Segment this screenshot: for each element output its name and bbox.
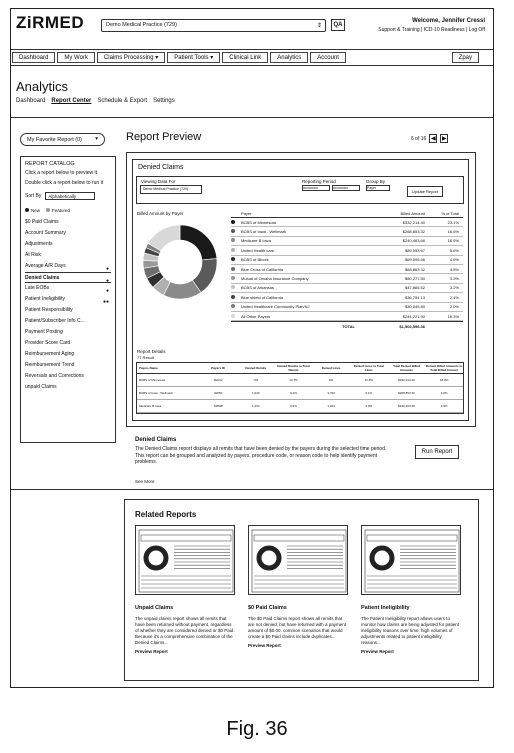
table-cell: 13.7% xyxy=(289,378,298,382)
payer-name: Medicare B Iowa xyxy=(241,238,271,244)
table-cell: 1,204 xyxy=(327,404,335,408)
legend-dot-icon xyxy=(231,295,235,299)
figure-caption: Fig. 36 xyxy=(226,718,288,740)
report-details-label: Report Details xyxy=(137,349,166,354)
subtab-report-center[interactable]: Report Center xyxy=(51,98,92,104)
payer-pct: 4.5% xyxy=(449,266,459,272)
card-title: Unpaid Claims xyxy=(135,605,174,611)
favorite-report-value: My Favorite Report (0) xyxy=(27,137,83,143)
table-cell: 18.8% xyxy=(439,378,449,382)
payer-name: United Healthcare Community Plan/NJ xyxy=(241,304,310,310)
report-details-table xyxy=(136,362,464,414)
payer-row[interactable] xyxy=(231,246,463,255)
thumbnail-graphic xyxy=(249,526,348,595)
welcome-text: Welcome, Jennifer Cressl xyxy=(412,18,485,24)
catalog-item-label: Patient Responsibility xyxy=(25,307,73,313)
header-pct-total: % of Total xyxy=(441,211,459,216)
payer-pct: 16.6% xyxy=(447,229,459,235)
legend-dot-icon xyxy=(231,238,235,242)
card-description: The Patient Ineligibility report allows users to monitor how claims are being adjusted for patient ineligibility reasons over time. high volumes of adjustments related to patient ineligibility reasons... xyxy=(361,616,460,645)
catalog-item[interactable] xyxy=(25,261,111,272)
catalog-hint-preview: Click a report below to preview it xyxy=(25,170,97,176)
catalog-item-label: Reversals and Corrections xyxy=(25,373,84,379)
details-header-cell[interactable]: Denied Remits to Total Remits xyxy=(277,364,310,372)
utility-links[interactable]: Support & Training | ICD-10 Readiness | Log Off xyxy=(378,27,485,33)
nav-my-work[interactable]: My Work xyxy=(57,52,95,63)
table-cell: $332,014.40 xyxy=(398,378,415,382)
card-description: The $0 Paid Claims report shows all remits that are not denied, but have returned with a payment amount of $0.00. common scenarios that would create a $0 Paid claims include duplicates... xyxy=(248,616,347,639)
payer-color-dot xyxy=(231,285,241,290)
legend-dot-icon xyxy=(231,267,235,271)
catalog-item-label: unpaid Claims xyxy=(25,384,57,390)
legend-dot-icon xyxy=(231,248,235,252)
header-billed-amount: Billed Amount xyxy=(400,211,425,216)
details-header-cell[interactable]: Denied Billed Amounts to Total Billed Amount xyxy=(425,364,463,372)
payer-row[interactable] xyxy=(231,256,463,265)
catalog-item[interactable] xyxy=(25,250,111,261)
reporting-period-label: Reporting Period xyxy=(302,179,336,184)
subtab-settings[interactable]: Settings xyxy=(153,98,175,104)
payer-color-dot xyxy=(231,229,241,234)
catalog-item-label: Late EOBs xyxy=(25,285,50,291)
status-dot-icon: ● xyxy=(105,288,109,294)
favorite-report-select[interactable] xyxy=(20,133,105,146)
billed-by-payer-label: Billed Amount by Payer xyxy=(137,211,184,216)
catalog-item[interactable] xyxy=(25,327,111,338)
related-report-card[interactable] xyxy=(361,525,461,654)
legend-dot-icon xyxy=(231,276,235,280)
payer-color-dot xyxy=(231,238,241,243)
details-header-cell[interactable]: Total Denied Billed Amounts xyxy=(393,364,420,372)
subtab-dashboard[interactable]: Dashboard xyxy=(16,98,46,104)
details-header-row xyxy=(137,363,463,374)
catalog-item-label: Account Summary xyxy=(25,230,66,236)
new-dot-icon xyxy=(25,208,29,212)
payer-color-dot xyxy=(231,248,241,253)
group-by-select[interactable]: Payer xyxy=(366,185,390,191)
table-cell: Medicare B Iowa xyxy=(139,404,162,408)
catalog-item-label: Adjustments xyxy=(25,241,53,247)
analytics-subtabs xyxy=(16,98,175,104)
catalog-item[interactable] xyxy=(25,360,111,371)
table-cell: 3.9% xyxy=(365,404,373,408)
total-amount: $1,502,596.36 xyxy=(399,323,425,329)
preview-report-link[interactable]: Preview Report xyxy=(135,649,168,654)
sort-row xyxy=(25,192,111,200)
legend-new-label: New xyxy=(31,208,41,213)
payer-amount: $89,053.67 xyxy=(404,247,425,253)
payer-name: BCBS of Iowa - Wellmark xyxy=(241,229,287,235)
payer-name: United Health care xyxy=(241,247,275,253)
payer-amount: $68,863.32 xyxy=(404,266,425,272)
catalog-item-label: At Risk xyxy=(25,252,41,258)
payer-color-dot xyxy=(231,257,241,262)
table-cell: SkC02 xyxy=(213,378,223,382)
catalog-item[interactable] xyxy=(25,228,111,239)
practice-select-value: Demo Medical Practice (729) xyxy=(106,22,177,28)
status-dot-icon: ● xyxy=(105,278,109,284)
catalog-item-label: Payment Posting xyxy=(25,329,63,335)
subtab-schedule-export[interactable]: Schedule & Export xyxy=(97,98,148,104)
app-frame xyxy=(10,8,494,688)
nav-dashboard[interactable]: Dashboard xyxy=(12,52,55,63)
catalog-item[interactable] xyxy=(25,349,111,360)
related-title: Related Reports xyxy=(135,510,197,519)
payer-table xyxy=(231,210,463,331)
card-title: Patient Ineligibility xyxy=(361,605,410,611)
card-title: $0 Paid Claims xyxy=(248,605,287,611)
description-text: The Denied Claims report displays all remits that have been denied by the payers during the selected time period. This report can be grouped and analyzed by payers, procedure code, or reason code to help identify payment problems. xyxy=(135,446,387,465)
payer-amount: $332,214.40 xyxy=(402,219,425,225)
table-cell: $240,463.66 xyxy=(398,404,415,408)
table-cell: 791 xyxy=(253,378,259,382)
nav-analytics[interactable]: Analytics xyxy=(270,52,308,63)
payer-color-dot xyxy=(231,304,241,309)
catalog-item[interactable] xyxy=(25,371,111,382)
payer-amount: $50,277.50 xyxy=(404,276,425,282)
catalog-legend xyxy=(25,208,111,213)
payer-amount: $47,865.52 xyxy=(404,285,425,291)
report-preview-panel xyxy=(126,152,476,427)
thumbnail-graphic xyxy=(136,526,235,595)
catalog-item[interactable] xyxy=(25,217,111,228)
sort-label: Sort By xyxy=(25,193,42,199)
total-label: TOTAL xyxy=(342,323,355,329)
details-header-cell[interactable]: Denied Lines xyxy=(321,366,341,370)
payer-color-dot xyxy=(231,314,241,319)
preview-report-link[interactable]: Preview Report xyxy=(361,649,394,654)
catalog-item[interactable] xyxy=(25,316,111,327)
header-payer: Payer xyxy=(241,211,252,216)
legend-dot-icon xyxy=(231,220,235,224)
catalog-hint-run: Double click a report below to run it xyxy=(25,180,104,186)
divider xyxy=(11,489,493,490)
table-cell: 9.1% xyxy=(290,391,297,395)
payer-pct: 16.6% xyxy=(447,238,459,244)
payer-pct: 2.0% xyxy=(449,304,459,310)
payer-row[interactable] xyxy=(231,274,463,283)
report-catalog xyxy=(20,156,116,443)
table-cell: 00050 xyxy=(213,391,223,395)
details-header-cell[interactable]: Payers Name xyxy=(139,366,158,370)
payer-pct: 4.6% xyxy=(449,257,459,263)
update-report-button[interactable]: Update Report xyxy=(407,186,443,197)
catalog-item[interactable] xyxy=(25,305,111,316)
period-to-field[interactable]: 00/00/0000 xyxy=(332,185,360,191)
preview-pager xyxy=(411,134,448,143)
table-cell: SMMB xyxy=(213,404,223,408)
table-cell: BCBS of Minnesota xyxy=(139,378,166,382)
table-cell: 1,204 xyxy=(252,404,260,408)
catalog-item-label: Provider Score Card xyxy=(25,340,71,346)
details-header-cell[interactable]: Denied Lines to Total Lines xyxy=(353,364,384,372)
preview-report-link[interactable]: Preview Report xyxy=(248,643,281,648)
table-row[interactable] xyxy=(137,387,463,400)
catalog-item[interactable] xyxy=(25,239,111,250)
payer-amount: $268,853.32 xyxy=(402,229,425,235)
catalog-item-label: Reimbursement Trend xyxy=(25,362,75,368)
report-preview-title: Report Preview xyxy=(126,131,202,143)
payer-color-dot xyxy=(231,267,241,272)
report-thumbnail[interactable] xyxy=(361,525,461,595)
main-nav xyxy=(11,49,493,66)
payer-pct: 23.1% xyxy=(447,219,459,225)
catalog-item-label: Patient/Subscriber Info C... xyxy=(25,318,85,324)
sort-select[interactable]: Alphabetically xyxy=(45,192,95,200)
nav-patient-tools[interactable]: Patient Tools ▾ xyxy=(167,52,220,63)
catalog-item[interactable] xyxy=(25,382,111,393)
legend-dot-icon xyxy=(231,229,235,233)
catalog-item-label: Patient Ineligibility xyxy=(25,296,66,302)
status-dot-icon: ●● xyxy=(102,299,109,305)
table-row[interactable] xyxy=(137,400,463,413)
payer-amount: $30,045.80 xyxy=(404,304,425,310)
report-preview-content xyxy=(132,159,469,421)
status-dot-icon: ● xyxy=(105,266,109,272)
thumbnail-graphic xyxy=(362,526,461,595)
chevron-updown-icon: ⇕ xyxy=(316,23,322,29)
report-details-result: 77 Result xyxy=(137,355,154,360)
payer-name: Blue Cross of California xyxy=(241,266,284,272)
table-cell: 911 xyxy=(328,378,334,382)
see-more-link[interactable]: See More xyxy=(135,479,155,484)
table-cell: 9.1% xyxy=(365,391,373,395)
legend-new xyxy=(25,208,40,213)
report-filters xyxy=(136,176,464,204)
billed-amount-donut-chart xyxy=(140,222,220,302)
payer-row[interactable] xyxy=(231,303,463,312)
chevron-down-icon: ▾ xyxy=(95,136,98,142)
catalog-item-label: Reimbursement Aging xyxy=(25,351,75,357)
related-report-card[interactable] xyxy=(135,525,235,654)
page-title: Analytics xyxy=(16,79,69,94)
chevron-right-icon[interactable]: ▶ xyxy=(441,136,447,142)
payer-rows xyxy=(231,218,463,321)
payer-name: BCBS of Illinois xyxy=(241,257,269,263)
payer-name: BCBS of Minnesota xyxy=(241,219,276,225)
payer-total-row xyxy=(231,321,463,330)
payer-amount: $240,463.66 xyxy=(402,238,425,244)
catalog-item[interactable] xyxy=(25,272,111,283)
table-row[interactable] xyxy=(137,374,463,387)
catalog-item-label: Average A/R Days xyxy=(25,263,66,269)
donut-slice[interactable] xyxy=(180,225,217,260)
nav-clinical-link[interactable]: Clinical Link xyxy=(222,52,268,63)
payer-row[interactable] xyxy=(231,237,463,246)
legend-dot-icon xyxy=(231,304,235,308)
payer-table-header xyxy=(231,210,463,218)
viewing-data-label: Viewing Data For xyxy=(141,179,176,184)
legend-dot-icon xyxy=(231,257,235,261)
payer-color-dot xyxy=(231,295,241,300)
zpay-button[interactable]: Zpay xyxy=(452,52,479,63)
payer-name: Blue shield of California xyxy=(241,294,284,300)
payer-pct: 3.3% xyxy=(449,276,459,282)
related-reports xyxy=(124,499,479,681)
catalog-item-label: $0 Paid Claims xyxy=(25,219,59,225)
payer-amount: $36,754.13 xyxy=(404,294,425,300)
divider xyxy=(11,117,493,118)
legend-featured xyxy=(46,208,70,213)
payer-row[interactable] xyxy=(231,218,463,227)
pager-count: 6 of 16 xyxy=(411,135,427,142)
payer-amount: $244,221.90 xyxy=(402,313,425,319)
group-by-label: Group By xyxy=(366,179,386,184)
report-thumbnail[interactable] xyxy=(248,525,348,595)
practice-select[interactable] xyxy=(101,19,326,32)
catalog-list xyxy=(25,217,111,393)
catalog-title: REPORT CATALOG xyxy=(25,161,75,167)
report-title: Denied Claims xyxy=(138,164,184,171)
catalog-item[interactable] xyxy=(25,283,111,294)
legend-dot-icon xyxy=(231,314,235,318)
related-report-card[interactable] xyxy=(248,525,348,648)
payer-color-dot xyxy=(231,276,241,281)
nav-account[interactable]: Account xyxy=(310,52,346,63)
table-cell: 3.9% xyxy=(440,404,448,408)
period-from-field[interactable]: 00/00/0000 xyxy=(302,185,330,191)
table-cell: 12.8% xyxy=(364,378,374,382)
legend-dot-icon xyxy=(231,285,235,289)
payer-pct: 3.2% xyxy=(449,285,459,291)
qa-button[interactable]: QA xyxy=(331,19,345,31)
card-description: The unpaid claims report shows all remits that have been returned without payment, regardless of whether they are considered denied or $0 Paid. Because it's a comprehensive combination of the Denied Claims... xyxy=(135,616,235,645)
payer-pct: 2.4% xyxy=(449,294,459,300)
payer-row[interactable] xyxy=(231,293,463,302)
catalog-item[interactable] xyxy=(25,294,111,305)
payer-amount: $69,095.56 xyxy=(404,257,425,263)
run-report-button[interactable]: Run Report xyxy=(415,445,459,459)
catalog-item-label: Denied Claims xyxy=(25,275,60,281)
zirmed-logo: ZiRMED xyxy=(16,13,85,32)
chevron-left-icon[interactable]: ◀ xyxy=(430,136,436,142)
payer-pct: 5.6% xyxy=(449,247,459,253)
table-cell: 1,040 xyxy=(252,391,260,395)
payer-name: Mutual of Omaha Insurance Company xyxy=(241,276,309,282)
report-thumbnail[interactable] xyxy=(135,525,235,595)
payer-row[interactable] xyxy=(231,265,463,274)
viewing-data-field[interactable]: Demo Medical Practice (729) xyxy=(140,185,202,194)
legend-featured-label: Featured xyxy=(52,208,71,213)
payer-name: All Other Payers xyxy=(241,313,271,319)
payer-row[interactable] xyxy=(231,227,463,236)
catalog-item[interactable] xyxy=(25,338,111,349)
table-cell: 3.9% xyxy=(290,404,297,408)
payer-row[interactable] xyxy=(231,312,463,321)
payer-name: BCBS of Arkansas xyxy=(241,285,274,291)
payer-row[interactable] xyxy=(231,284,463,293)
payer-color-dot xyxy=(231,220,241,225)
nav-claims-processing[interactable]: Claims Processing ▾ xyxy=(97,52,165,63)
table-cell: 9.0% xyxy=(440,391,448,395)
payer-pct: 16.3% xyxy=(447,313,459,319)
details-header-cell[interactable]: Denied Remits xyxy=(245,366,267,370)
details-header-cell[interactable]: Payers ID xyxy=(211,366,225,370)
table-cell: 3,700 xyxy=(327,391,335,395)
featured-dot-icon xyxy=(46,208,50,212)
table-cell: $268,853.32 xyxy=(398,391,415,395)
description-title: Denied Claims xyxy=(135,437,177,443)
table-cell: BCBS of Iowa - Wellmark xyxy=(139,391,173,395)
